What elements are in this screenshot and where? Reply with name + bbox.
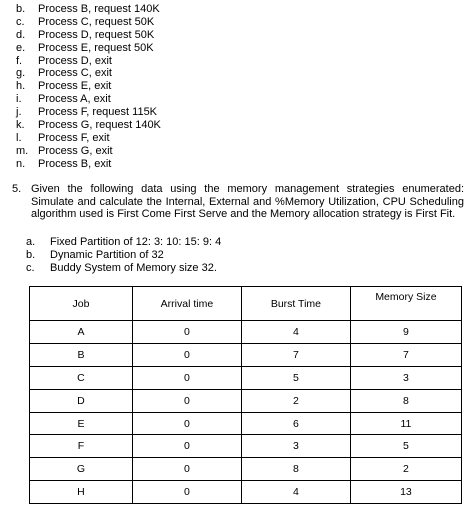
list-item-text: Process B, request 140K bbox=[38, 3, 160, 15]
list-item bbox=[12, 55, 312, 68]
cell-memory: 13 bbox=[350, 481, 461, 504]
list-marker: n. bbox=[16, 157, 26, 170]
cell-burst: 4 bbox=[241, 321, 350, 344]
list-item-text: Process G, request 140K bbox=[38, 119, 161, 132]
cell-arrival: 0 bbox=[132, 412, 241, 435]
list-marker: j. bbox=[16, 106, 22, 119]
list-item-text: Fixed Partition of 12: 3: 10: 15: 9: 4 bbox=[50, 236, 222, 248]
cell-arrival: 0 bbox=[132, 343, 241, 366]
cell-job: H bbox=[30, 481, 133, 504]
list-item bbox=[12, 93, 312, 106]
list-item bbox=[12, 80, 312, 93]
cell-burst: 3 bbox=[241, 435, 350, 458]
table-header-row bbox=[30, 287, 462, 321]
cell-arrival: 0 bbox=[132, 366, 241, 389]
list-marker: h. bbox=[16, 80, 26, 93]
list-item bbox=[26, 249, 326, 262]
header-memory-size: Memory Size bbox=[350, 287, 461, 321]
list-item bbox=[26, 236, 326, 249]
question-5 bbox=[12, 183, 464, 221]
list-item-text: Process E, exit bbox=[38, 80, 112, 93]
list-item bbox=[12, 132, 312, 145]
cell-job: B bbox=[30, 343, 133, 366]
cell-job: F bbox=[30, 435, 133, 458]
cell-burst: 6 bbox=[241, 412, 350, 435]
list-item-text: Dynamic Partition of 32 bbox=[50, 248, 164, 261]
list-item-text: Process E, request 50K bbox=[38, 41, 154, 54]
list-item bbox=[12, 42, 312, 55]
cell-memory: 5 bbox=[350, 435, 461, 458]
list-item-text: Process A, exit bbox=[38, 93, 111, 106]
list-marker: l. bbox=[16, 131, 22, 144]
list-item-text: Process F, request 115K bbox=[38, 106, 158, 119]
list-item bbox=[26, 262, 326, 275]
list-item-text: Process D, exit bbox=[38, 54, 112, 67]
list-item bbox=[12, 67, 312, 80]
list-item-text: Process G, exit bbox=[38, 144, 113, 157]
list-marker: m. bbox=[16, 144, 29, 157]
list-item bbox=[12, 119, 312, 132]
list-item-text: Process C, request 50K bbox=[38, 15, 155, 28]
table-row bbox=[30, 343, 462, 366]
table-row bbox=[30, 458, 462, 481]
list-marker: d. bbox=[16, 28, 26, 41]
list-item-text: Process C, exit bbox=[38, 67, 112, 80]
cell-memory: 11 bbox=[350, 412, 461, 435]
table-row bbox=[30, 321, 462, 344]
header-arrival-time: Arrival time bbox=[132, 287, 241, 321]
cell-arrival: 0 bbox=[132, 481, 241, 504]
table-row bbox=[30, 366, 462, 389]
list-marker: a. bbox=[26, 236, 36, 248]
cell-burst: 8 bbox=[241, 458, 350, 481]
cell-memory: 9 bbox=[350, 321, 461, 344]
list-item-text: Process F, exit bbox=[38, 131, 110, 144]
cell-job: G bbox=[30, 458, 133, 481]
cell-arrival: 0 bbox=[132, 389, 241, 412]
cell-job: E bbox=[30, 412, 133, 435]
list-item bbox=[12, 16, 312, 29]
cell-burst: 5 bbox=[241, 366, 350, 389]
question-text: Given the following data using the memory management strategies enumerated: Simulate and calculate the Internal, External and %Memory Utilization, CPU Scheduling algorithm used is First Come First Serve and the Memory allocation strategy is First Fit. bbox=[31, 183, 464, 220]
list-item bbox=[12, 145, 312, 158]
list-marker: b. bbox=[26, 248, 36, 261]
list-item bbox=[12, 3, 312, 16]
list-marker: c. bbox=[16, 15, 25, 28]
list-item bbox=[12, 158, 312, 171]
list-item-text: Process D, request 50K bbox=[38, 28, 155, 41]
cell-arrival: 0 bbox=[132, 321, 241, 344]
cell-burst: 4 bbox=[241, 481, 350, 504]
header-job: Job bbox=[30, 287, 133, 321]
question-number: 5. bbox=[12, 183, 22, 195]
list-item-text: Process B, exit bbox=[38, 157, 112, 170]
header-burst-time: Burst Time bbox=[241, 287, 350, 321]
cell-job: D bbox=[30, 389, 133, 412]
job-table bbox=[29, 286, 462, 504]
list-item bbox=[12, 106, 312, 119]
strategy-list bbox=[26, 236, 326, 274]
table-row bbox=[30, 481, 462, 504]
list-marker: i. bbox=[16, 93, 22, 106]
cell-arrival: 0 bbox=[132, 458, 241, 481]
cell-memory: 2 bbox=[350, 458, 461, 481]
list-marker: e. bbox=[16, 41, 26, 54]
cell-memory: 3 bbox=[350, 366, 461, 389]
list-marker: g. bbox=[16, 67, 26, 80]
cell-job: C bbox=[30, 366, 133, 389]
list-marker: c. bbox=[26, 261, 35, 274]
list-item bbox=[12, 29, 312, 42]
cell-burst: 2 bbox=[241, 389, 350, 412]
list-marker: k. bbox=[16, 119, 25, 132]
cell-memory: 7 bbox=[350, 343, 461, 366]
process-sequence-list bbox=[12, 3, 312, 171]
list-marker: b. bbox=[16, 3, 26, 15]
cell-memory: 8 bbox=[350, 389, 461, 412]
list-item-text: Buddy System of Memory size 32. bbox=[50, 261, 217, 274]
table-row bbox=[30, 435, 462, 458]
cell-arrival: 0 bbox=[132, 435, 241, 458]
cell-job: A bbox=[30, 321, 133, 344]
table-row bbox=[30, 389, 462, 412]
table-row bbox=[30, 412, 462, 435]
list-marker: f. bbox=[16, 54, 23, 67]
cell-burst: 7 bbox=[241, 343, 350, 366]
